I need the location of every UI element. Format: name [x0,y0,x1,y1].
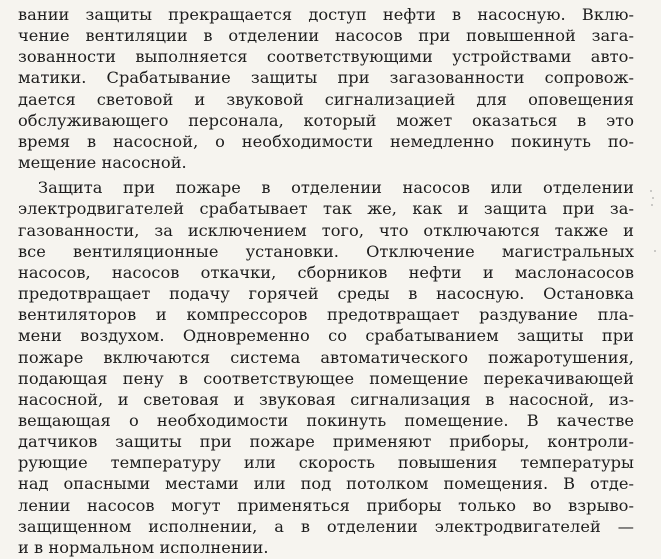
text-line: вентиляторов и компрессоров предотвращает раздувание пла- [18,305,634,325]
text-line: вании защиты прекращается доступ нефти в насосную. Вклю- [18,5,634,24]
text-line: дается световой и звуковой сигнализацией для оповещения [18,89,634,109]
scan-speck [654,250,656,252]
text-line: мещение насосной. [18,153,187,173]
text-line: пожаре включаются система автоматического пожаротушения, [18,347,634,367]
text-line: насосов, насосов откачки, сборников нефти и маслонасосов [18,262,634,282]
text-line: предотвращает подачу горячей среды в насосную. Остановка [18,284,634,304]
text-line: вещающая о необходимости покинуть помещение. В качестве [18,410,634,430]
text-line: мени воздухом. Одновременно со срабатыванием защиты при [18,326,634,346]
text-line: матики. Срабатывание защиты при загазованности сопровож- [18,68,634,88]
scan-speck [652,197,654,199]
text-line: и в нормальном исполнении. [18,537,269,557]
text-line: лении насосов могут применяться приборы только во взрыво- [18,495,634,515]
text-line: все вентиляционные установки. Отключение магистральных [18,241,634,261]
text-block [18,4,634,559]
text-line: Защита при пожаре в отделении насосов или отделении [38,178,634,198]
scan-speck [650,190,652,192]
text-line: чение вентиляции в отделении насосов при повышенной зага- [18,26,634,46]
text-line: газованности, за исключением того, что отключаются также и [18,220,634,240]
paragraph-2 [18,177,634,558]
text-line: электродвигателей срабатывает так же, как и защита при за- [18,199,634,219]
text-line: обслуживающего персонала, который может оказаться в это [18,110,634,130]
text-line: защищенном исполнении, а в отделении электродвигателей — [18,516,634,536]
scan-speck [651,204,653,206]
text-line: рующие температуру или скорость повышения температуры [18,453,634,473]
text-line: зованности выполняется соответствующими устройствами авто- [18,47,634,67]
text-line: над опасными местами или под потолком помещения. В отде- [18,474,634,494]
text-line: время в насосной, о необходимости немедленно покинуть по- [18,131,634,151]
text-line: подающая пену в соответствующее помещение перекачивающей [18,368,634,388]
text-line: датчиков защиты при пожаре применяют приборы, контроли- [18,432,634,452]
paragraph-1 [18,4,634,173]
text-line: насосной, и световая и звуковая сигнализация в насосной, из- [18,389,634,409]
